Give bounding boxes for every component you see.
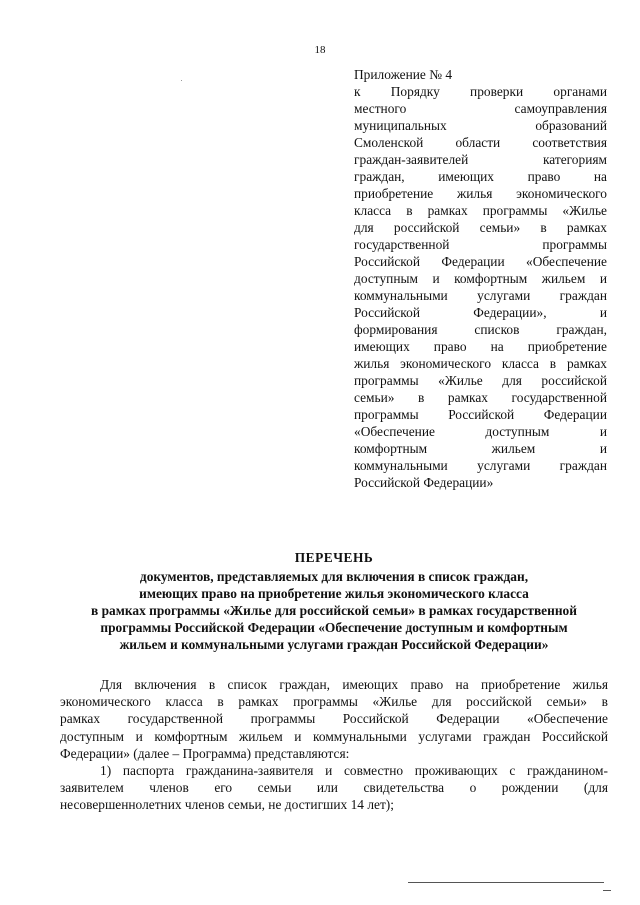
annex-block — [354, 66, 607, 491]
annex-line: граждан-заявителей категориям — [354, 152, 607, 167]
list-item-line: заявителем членов его семьи или свидетельства о рождении (для — [60, 780, 608, 796]
annex-line: Российской Федерации» — [354, 475, 494, 490]
annex-line: доступным и комфортным жильем и — [354, 271, 607, 286]
annex-line: семьи» в рамках государственной — [354, 390, 607, 405]
heading-line: жильем и коммунальными услугами граждан Российской Федерации» — [119, 637, 549, 652]
annex-line: формирования списков граждан, — [354, 322, 607, 337]
annex-line: коммунальными услугами граждан — [354, 458, 607, 473]
annex-line: жилья экономического класса в рамках — [354, 356, 607, 371]
annex-line: Российской Федерации «Обеспечение — [354, 254, 607, 269]
document-title: ПЕРЕЧЕНЬ — [294, 550, 374, 565]
annex-line: приобретение жилья экономического — [354, 186, 607, 201]
annex-line: местного самоуправления — [354, 101, 607, 116]
annex-line: для российской семьи» в рамках — [354, 220, 607, 235]
document-heading — [60, 549, 608, 653]
annex-line: Смоленской области соответствия — [354, 135, 607, 150]
annex-line: Российской Федерации», и — [354, 305, 607, 320]
paragraph-line: экономического класса в рамках программы «Жилье для российской семьи» в — [60, 694, 608, 710]
heading-line: имеющих право на приобретение жилья экономического класса — [139, 586, 529, 601]
annex-line: программы «Жилье для российской — [354, 373, 607, 388]
body-text — [60, 676, 608, 814]
footer-rule — [408, 882, 604, 883]
list-item-line: 1) паспорта гражданина-заявителя и совместно проживающих с гражданином- — [100, 763, 608, 779]
annex-line: государственной программы — [354, 237, 607, 252]
annex-line: коммунальными услугами граждан — [354, 288, 607, 303]
annex-line: граждан, имеющих право на — [354, 169, 607, 184]
page-number: 18 — [314, 44, 326, 56]
annex-line: программы Российской Федерации — [354, 407, 607, 422]
annex-line: муниципальных образований — [354, 118, 607, 133]
annex-line: класса в рамках программы «Жилье — [354, 203, 607, 218]
annex-title: Приложение № 4 — [354, 67, 453, 82]
heading-line: программы Российской Федерации «Обеспечение доступным и комфортным — [100, 620, 568, 635]
corner-mark — [603, 890, 611, 891]
annex-line: имеющих право на приобретение — [354, 339, 607, 354]
paragraph-line: рамках государственной программы Российской Федерации «Обеспечение — [60, 711, 608, 727]
list-item-line: несовершеннолетних членов семьи, не достигших 14 лет); — [60, 797, 394, 813]
paragraph-line: доступным и комфортным жильем и коммунальными услугами граждан Российской — [60, 728, 608, 744]
heading-line: в рамках программы «Жилье для российской семьи» в рамках государственной — [91, 603, 577, 618]
paragraph-line: Федерации» (далее – Программа) представляются: — [60, 745, 350, 761]
annex-line: к Порядку проверки органами — [354, 84, 607, 99]
paragraph-line: Для включения в список граждан, имеющих право на приобретение жилья — [100, 677, 608, 692]
heading-line: документов, представляемых для включения в список граждан, — [139, 569, 529, 584]
annex-line: «Обеспечение доступным и — [354, 424, 607, 439]
annex-line: комфортным жильем и — [354, 441, 607, 456]
scan-speck — [181, 80, 182, 81]
